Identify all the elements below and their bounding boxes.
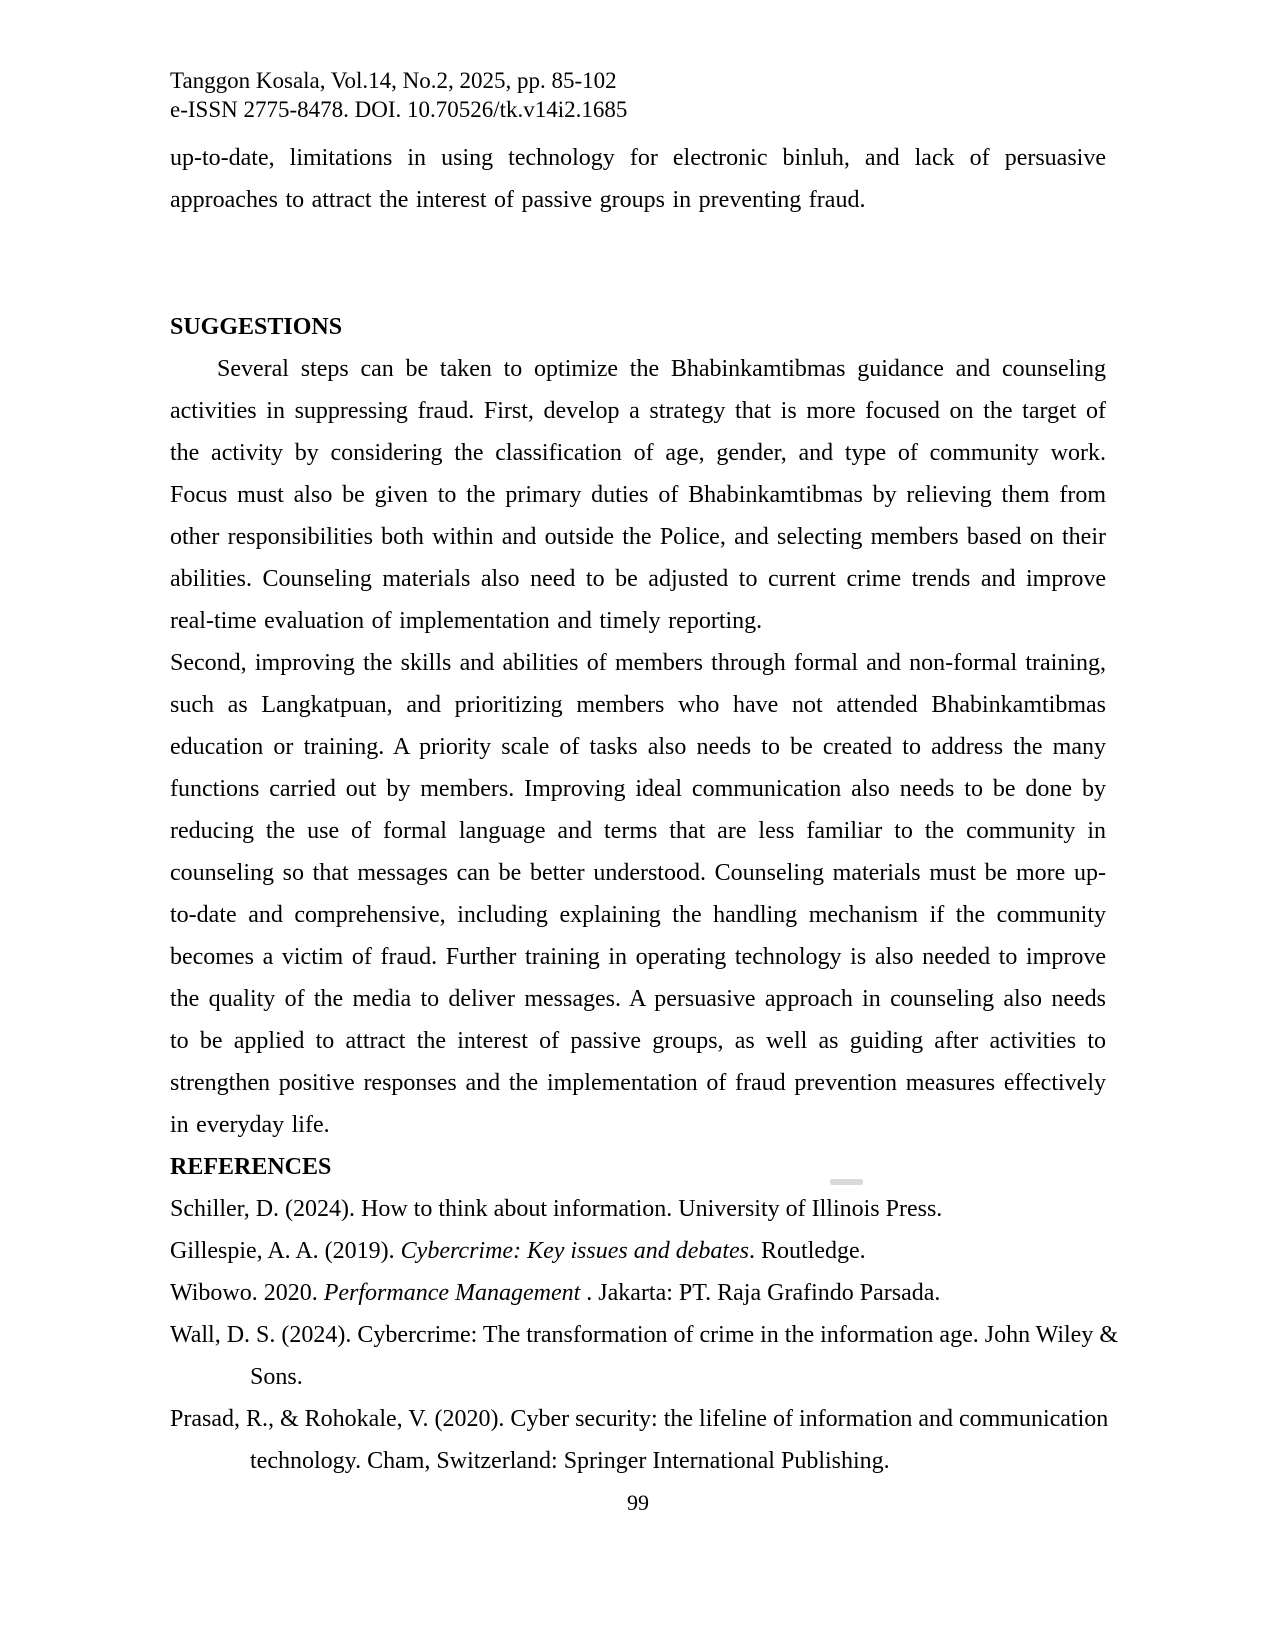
reference-text: Wall, D. S. (2024). Cybercrime: The transformation of crime in the information age. John Wiley & Sons. bbox=[170, 1322, 1118, 1390]
suggestions-paragraph-1: Several steps can be taken to optimize the Bhabinkamtibmas guidance and counseling activities in suppressing fraud. First, develop a strategy that is more focused on the target of the activity by considering the classification of age, gender, and type of community work. Focus must also be given to the primary duties of Bhabinkamtibmas by relieving them from other responsibilities both within and outside the Police, and selecting members based on their abilities. Counseling materials also need to be adjusted to current crime trends and improve real-time evaluation of implementation and timely reporting. bbox=[170, 356, 1106, 634]
reference-text: . Routledge. bbox=[749, 1238, 866, 1264]
reference-entry bbox=[170, 1398, 1162, 1482]
journal-header bbox=[170, 66, 1106, 124]
reference-title-italic: Cybercrime: Key issues and debates bbox=[400, 1238, 750, 1264]
reference-text: Schiller, D. (2024). How to think about information. University of Illinois Press. bbox=[170, 1196, 943, 1222]
reference-text: . Jakarta: PT. Raja Grafindo Parsada. bbox=[580, 1280, 941, 1306]
reference-entry bbox=[170, 1272, 1162, 1314]
reference-text: Wibowo. 2020. bbox=[170, 1280, 324, 1306]
reference-text: Prasad, R., & Rohokale, V. (2020). Cyber security: the lifeline of information and communication technology. Cham, Switzerland: Springer International Publishing. bbox=[170, 1406, 1109, 1474]
scan-artifact bbox=[830, 1179, 863, 1185]
references-list bbox=[170, 1188, 1162, 1482]
reference-text: Gillespie, A. A. (2019). bbox=[170, 1238, 401, 1264]
page-number: 99 bbox=[627, 1490, 649, 1515]
references-heading: REFERENCES bbox=[170, 1154, 332, 1180]
journal-issn-doi-line: e-ISSN 2775-8478. DOI. 10.70526/tk.v14i2.1685 bbox=[170, 97, 628, 122]
reference-entry bbox=[170, 1314, 1162, 1398]
reference-title-italic: Performance Management bbox=[323, 1280, 581, 1306]
journal-citation-line: Tanggon Kosala, Vol.14, No.2, 2025, pp. 85-102 bbox=[170, 68, 617, 93]
intro-paragraph: up-to-date, limitations in using technology for electronic binluh, and lack of persuasive approaches to attract the interest of passive groups in preventing fraud. bbox=[170, 145, 1106, 213]
reference-entry bbox=[170, 1188, 1162, 1230]
reference-entry bbox=[170, 1230, 1162, 1272]
suggestions-paragraph-2: Second, improving the skills and abilities of members through formal and non-formal training, such as Langkatpuan, and prioritizing members who have not attended Bhabinkamtibmas education or training. A priority scale of tasks also needs to be created to address the many functions carried out by members. Improving ideal communication also needs to be done by reducing the use of formal language and terms that are less familiar to the community in counseling so that messages can be better understood. Counseling materials must be more up-to-date and comprehensive, including explaining the handling mechanism if the community becomes a victim of fraud. Further training in operating technology is also needed to improve the quality of the media to deliver messages. A persuasive approach in counseling also needs to be applied to attract the interest of passive groups, as well as guiding after activities to strengthen positive responses and the implementation of fraud prevention measures effectively in everyday life. bbox=[170, 650, 1106, 1138]
suggestions-heading: SUGGESTIONS bbox=[170, 314, 343, 340]
